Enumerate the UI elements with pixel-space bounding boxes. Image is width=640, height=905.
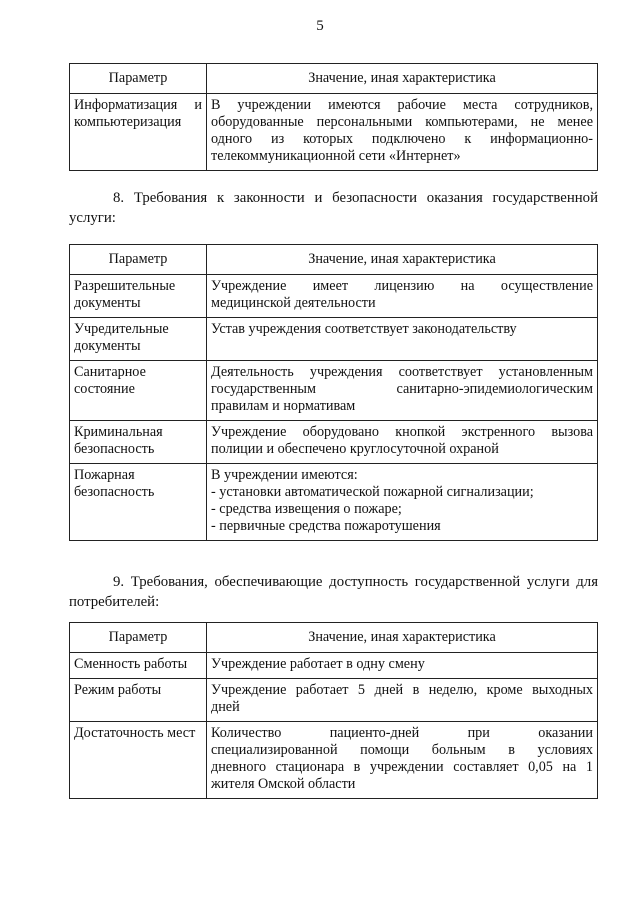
heading-line: услуги:	[69, 210, 116, 226]
page-number: 5	[316, 18, 324, 34]
value-line: - средства извещения о пожаре;	[211, 501, 402, 517]
value-line: полиции и обеспечено круглосуточной охраной	[211, 441, 499, 457]
value-line: государственным санитарно-эпидемиологическим	[211, 381, 593, 397]
table-header-row	[70, 64, 598, 94]
value-line: медицинской деятельности	[211, 295, 376, 311]
value-cell	[207, 361, 598, 421]
value-line: дневного стационара в учреждении составляет 0,05 на 1	[211, 759, 593, 775]
value-line: В учреждении имеются:	[211, 467, 358, 483]
param-line: Санитарное	[74, 364, 146, 380]
section-8-heading	[69, 188, 598, 228]
value-cell	[207, 679, 598, 722]
header-param: Параметр	[70, 245, 207, 275]
header-value: Значение, иная характеристика	[207, 623, 598, 653]
value-cell	[207, 464, 598, 541]
param-line: состояние	[74, 381, 135, 397]
value-cell	[207, 421, 598, 464]
table-row	[70, 653, 598, 679]
param-line: Учредительные	[74, 321, 169, 337]
value-cell	[207, 94, 598, 171]
value-line: Деятельность учреждения соответствует установленным	[211, 364, 593, 380]
heading-text: 8. Требования к законности и безопасности оказания государственной	[113, 190, 598, 206]
table-header-row	[70, 245, 598, 275]
param-line: Криминальная	[74, 424, 163, 440]
value-line: - первичные средства пожаротушения	[211, 518, 441, 534]
value-line: Устав учреждения соответствует законодательству	[211, 321, 517, 337]
value-line: телекоммуникационной сети «Интернет»	[211, 148, 461, 164]
value-cell	[207, 318, 598, 361]
heading-line: потребителей:	[69, 594, 160, 610]
value-line: Учреждение работает 5 дней в неделю, кроме выходных	[211, 682, 593, 698]
param-line: Сменность работы	[74, 656, 188, 672]
param-line: Пожарная	[74, 467, 135, 483]
header-param: Параметр	[70, 64, 207, 94]
table-row	[70, 94, 598, 171]
value-line: специализированной помощи больным в условиях	[211, 742, 593, 758]
param-cell	[70, 722, 207, 799]
header-value: Значение, иная характеристика	[207, 64, 598, 94]
table-row	[70, 421, 598, 464]
value-line: Учреждение работает в одну смену	[211, 656, 425, 672]
table-row	[70, 464, 598, 541]
param-line: Достаточность мест	[74, 725, 196, 741]
value-line: В учреждении имеются рабочие места сотрудников,	[211, 97, 593, 113]
heading-line	[69, 188, 598, 208]
header-param: Параметр	[70, 623, 207, 653]
value-cell	[207, 275, 598, 318]
value-cell	[207, 653, 598, 679]
accessibility-table	[69, 622, 598, 799]
value-line: - установки автоматической пожарной сигнализации;	[211, 484, 534, 500]
heading-line	[69, 572, 598, 592]
param-cell	[70, 318, 207, 361]
value-line: Количество пациенто-дней при оказании	[211, 725, 593, 741]
param-line: Режим работы	[74, 682, 162, 698]
param-line: Разрешительные	[74, 278, 176, 294]
informatization-table	[69, 63, 598, 171]
table-row	[70, 275, 598, 318]
value-line: дней	[211, 699, 240, 715]
param-cell	[70, 361, 207, 421]
value-line: жителя Омской области	[211, 776, 356, 792]
param-cell	[70, 275, 207, 318]
param-line: документы	[74, 295, 141, 311]
header-value: Значение, иная характеристика	[207, 245, 598, 275]
value-line: оборудованные персональными компьютерами, не менее	[211, 114, 593, 130]
value-line: Учреждение имеет лицензию на осуществление	[211, 278, 593, 294]
param-line: документы	[74, 338, 141, 354]
param-cell	[70, 679, 207, 722]
value-cell	[207, 722, 598, 799]
param-cell	[70, 94, 207, 171]
param-cell	[70, 421, 207, 464]
value-line: Учреждение оборудовано кнопкой экстренного вызова	[211, 424, 593, 440]
value-line: правилам и нормативам	[211, 398, 356, 414]
legality-safety-table	[69, 244, 598, 541]
param-line: безопасность	[74, 441, 155, 457]
param-line: безопасность	[74, 484, 155, 500]
heading-text: 9. Требования, обеспечивающие доступность государственной услуги для	[113, 574, 598, 590]
table-row	[70, 679, 598, 722]
param-line: компьютеризация	[74, 114, 182, 130]
param-cell	[70, 653, 207, 679]
table-row	[70, 318, 598, 361]
section-9-heading	[69, 572, 598, 612]
table-header-row	[70, 623, 598, 653]
table-row	[70, 722, 598, 799]
param-line: Информатизация и	[74, 97, 202, 113]
table-row	[70, 361, 598, 421]
value-line: одного из которых подключено к информационно-	[211, 131, 593, 147]
param-cell	[70, 464, 207, 541]
